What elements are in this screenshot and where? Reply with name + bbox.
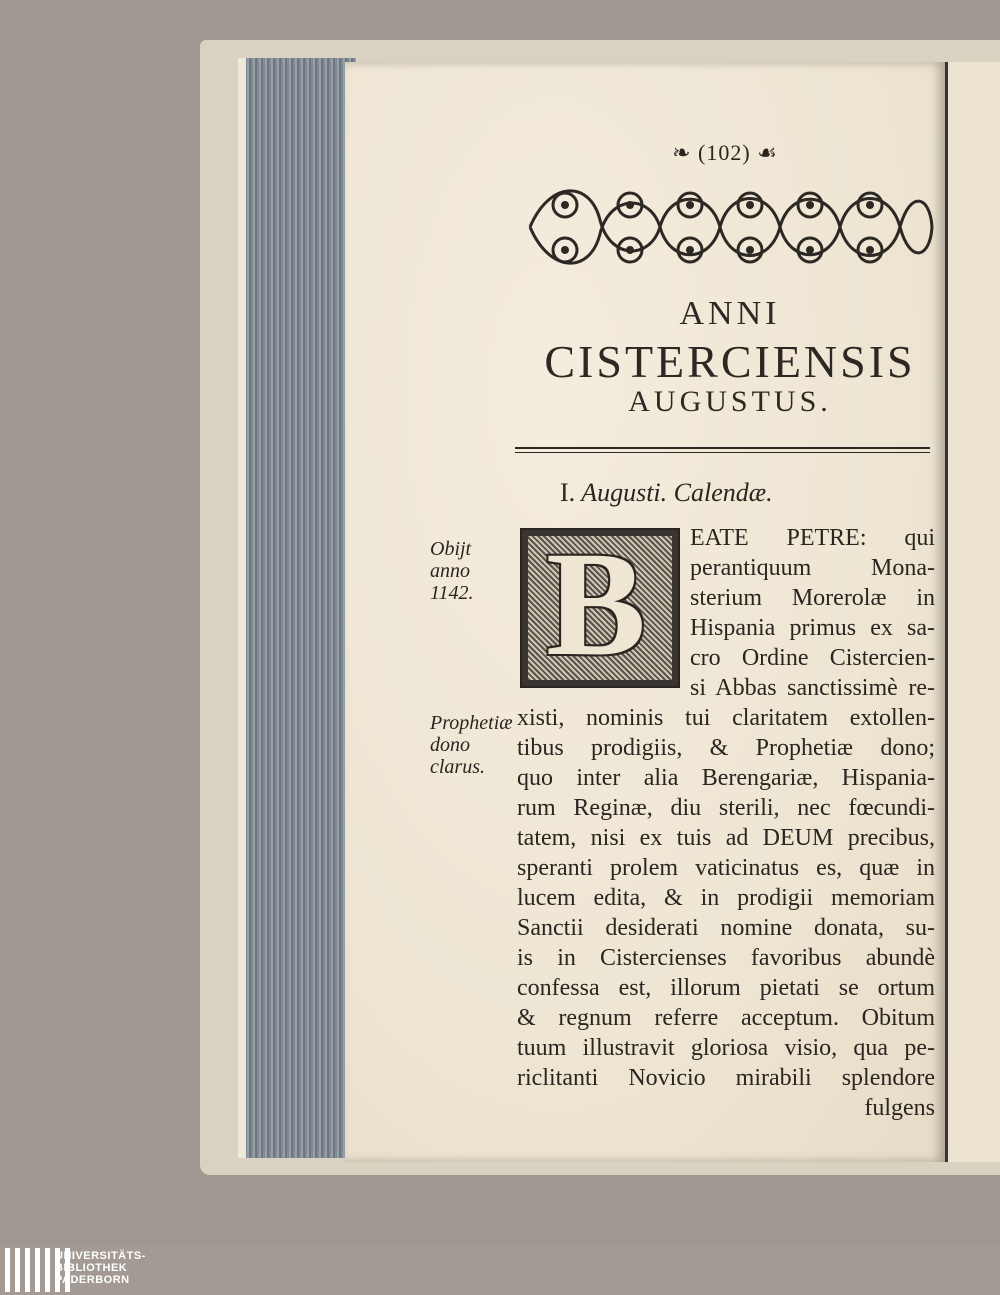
body-line: tibus prodigiis, & Prophetiæ dono; (517, 735, 935, 761)
title-line-2: CISTERCIENSIS (544, 336, 916, 387)
body-line: Sanctii desiderati nomine donata, su- (517, 915, 935, 941)
body-line: sterium Morerolæ in (690, 585, 935, 611)
library-logo-line: UNIVERSITÄTS- (55, 1250, 146, 1262)
body-line: tatem, nisi ex tuis ad DEUM precibus, (517, 825, 935, 851)
page-number-text: (102) (698, 140, 751, 165)
footer-bar (0, 1245, 1000, 1295)
date-heading-text: Augusti. Calendæ. (581, 478, 773, 507)
body-line: xisti, nominis tui claritatem extollen- (517, 705, 935, 731)
body-line: Hispania primus ex sa- (690, 615, 935, 641)
decorative-headpiece (520, 170, 940, 285)
body-line-catchword: fulgens (864, 1095, 935, 1121)
body-line: is in Cistercienses favoribus abundè (517, 945, 935, 971)
body-line: riclitanti Novicio mirabili splendore (517, 1065, 935, 1091)
library-logo-line: BIBLIOTHEK (55, 1262, 128, 1274)
body-line: confessa est, illorum pietati se ortum (517, 975, 935, 1001)
library-logo-text (55, 1250, 146, 1286)
page-number-left-ornament: ❧ (672, 140, 692, 165)
library-logo-line: PADERBORN (55, 1274, 130, 1286)
body-line: & regnum referre acceptum. Obitum (517, 1005, 935, 1031)
title-line-3: AUGUSTUS. (628, 385, 832, 418)
date-heading-number: I. (560, 478, 576, 507)
body-line: cro Ordine Cistercien- (690, 645, 935, 671)
title-line-1: ANNI (679, 295, 781, 332)
body-line: speranti prolem vaticinatus es, quæ in (517, 855, 935, 881)
title-rule-thin (515, 452, 930, 453)
page-edges (238, 58, 356, 1158)
margin-note-death-year: Obijt anno 1142. (430, 538, 474, 604)
decorated-initial (520, 521, 680, 688)
margin-note-prophecy: Prophetiæ dono clarus. (430, 712, 513, 778)
page-number (650, 140, 800, 166)
body-line: quo inter alia Berengariæ, Hispania- (517, 765, 935, 791)
body-line: si Abbas sanctissimè re- (690, 675, 935, 701)
facing-page-edge (945, 62, 1000, 1162)
body-line: lucem edita, & in prodigii memoriam (517, 885, 935, 911)
date-heading (560, 478, 920, 508)
body-line: rum Reginæ, diu sterili, nec fœcundi- (517, 795, 935, 821)
body-line: tuum illustravit gloriosa visio, qua pe- (517, 1035, 935, 1061)
page-number-right-ornament: ☙ (757, 140, 778, 165)
body-line: perantiquum Mona- (690, 555, 935, 581)
title-rule (515, 447, 930, 449)
initial-letter: B (545, 521, 647, 687)
body-line: EATE PETRE: qui (690, 525, 935, 551)
